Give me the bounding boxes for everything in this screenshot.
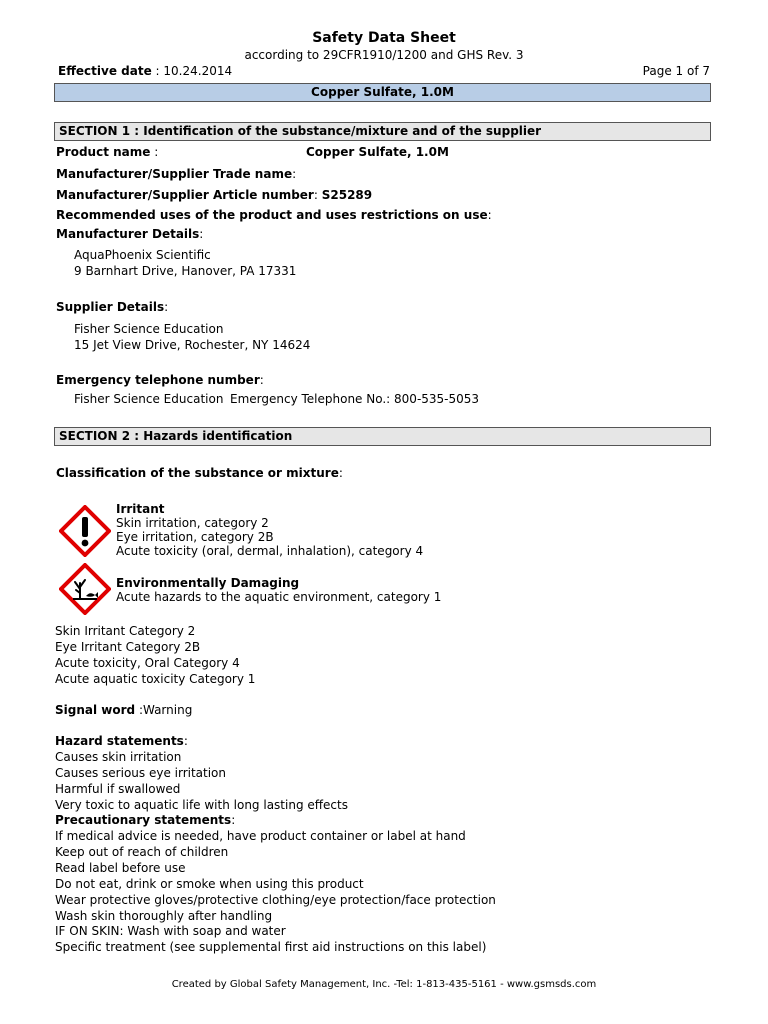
precautionary-statement: If medical advice is needed, have product container or label at hand	[55, 829, 466, 843]
precautionary-statements-label: Precautionary statements	[55, 813, 232, 827]
article-number-value: S25289	[321, 188, 373, 202]
hazard-line: Eye irritation, category 2B	[116, 530, 274, 544]
hazard-statements-row	[55, 734, 188, 748]
hazard-statement: Causes serious eye irritation	[55, 766, 227, 780]
precautionary-statements-colon: :	[231, 813, 236, 827]
page-footer: Created by Global Safety Management, Inc. -Tel: 1-813-435-5161 - www.gsmsds.com	[171, 979, 597, 990]
section1-heading: SECTION 1 : Identification of the substance/mixture and of the supplier	[54, 122, 711, 141]
effective-date	[58, 64, 232, 78]
supplier-line: Fisher Science Education	[74, 322, 224, 336]
trade-name-colon: :	[292, 167, 297, 181]
precautionary-statement: Specific treatment (see supplemental first aid instructions on this label)	[55, 940, 487, 954]
supplier-details-label: Supplier Details	[56, 300, 165, 314]
trade-name-label: Manufacturer/Supplier Trade name	[56, 167, 293, 181]
article-number-label: Manufacturer/Supplier Article number	[56, 188, 314, 202]
manufacturer-line: 9 Barnhart Drive, Hanover, PA 17331	[74, 264, 297, 278]
recommended-uses-colon: :	[487, 208, 492, 222]
emergency-label: Emergency telephone number	[56, 373, 260, 387]
supplier-line: 15 Jet View Drive, Rochester, NY 14624	[74, 338, 311, 352]
section2-heading: SECTION 2 : Hazards identification	[54, 427, 711, 446]
product-name-label: Product name	[56, 145, 151, 159]
precautionary-statement: Wear protective gloves/protective clothing/eye protection/face protection	[55, 893, 496, 907]
hazard-line: Acute hazards to the aquatic environment, category 1	[116, 590, 442, 604]
effective-date-value: : 10.24.2014	[151, 64, 233, 78]
hazard-line: Skin irritation, category 2	[116, 516, 269, 530]
signal-word-value: :Warning	[135, 703, 193, 717]
exclamation-mark-icon	[59, 505, 111, 557]
hazard-statement: Harmful if swallowed	[55, 782, 181, 796]
precautionary-statement: Read label before use	[55, 861, 186, 875]
hazard-statements-colon: :	[183, 734, 188, 748]
signal-word-row	[55, 703, 192, 717]
precautionary-statement: IF ON SKIN: Wash with soap and water	[55, 924, 286, 938]
supplier-details-row	[56, 300, 168, 314]
emergency-colon: :	[259, 373, 264, 387]
article-number-row	[56, 188, 372, 202]
hazard-title: Environmentally Damaging	[116, 576, 300, 590]
category-item: Skin Irritant Category 2	[55, 624, 196, 638]
classification-label: Classification of the substance or mixture	[56, 466, 339, 480]
recommended-uses-row	[56, 208, 492, 222]
precautionary-statement: Do not eat, drink or smoke when using this product	[55, 877, 364, 891]
article-number-colon: :	[313, 188, 318, 202]
recommended-uses-label: Recommended uses of the product and uses restrictions on use	[56, 208, 488, 222]
precautionary-statement: Keep out of reach of children	[55, 845, 229, 859]
category-item: Eye Irritant Category 2B	[55, 640, 201, 654]
effective-date-label: Effective date	[58, 64, 152, 78]
hazard-statements-label: Hazard statements	[55, 734, 184, 748]
hazard-title: Irritant	[116, 502, 165, 516]
document-subtitle: according to 29CFR1910/1200 and GHS Rev. 3	[244, 48, 524, 62]
supplier-details-colon: :	[164, 300, 169, 314]
page-number: Page 1 of 7	[642, 64, 710, 78]
precautionary-statement: Wash skin thoroughly after handling	[55, 909, 273, 923]
trade-name-row	[56, 167, 296, 181]
manufacturer-details-colon: :	[199, 227, 204, 241]
precautionary-statements-row	[55, 813, 235, 827]
manufacturer-details-row	[56, 227, 203, 241]
category-item: Acute aquatic toxicity Category 1	[55, 672, 256, 686]
category-item: Acute toxicity, Oral Category 4	[55, 656, 240, 670]
hazard-line: Acute toxicity (oral, dermal, inhalation), category 4	[116, 544, 424, 558]
environment-icon	[59, 563, 111, 615]
product-bar: Copper Sulfate, 1.0M	[54, 83, 711, 102]
product-name-row	[56, 145, 158, 159]
emergency-phone: Emergency Telephone No.: 800-535-5053	[230, 392, 480, 406]
manufacturer-line: AquaPhoenix Scientific	[74, 248, 211, 262]
classification-colon: :	[338, 466, 343, 480]
hazard-statement: Causes skin irritation	[55, 750, 182, 764]
signal-word-label: Signal word	[55, 703, 136, 717]
document-title: Safety Data Sheet	[312, 30, 456, 46]
emergency-row	[56, 373, 264, 387]
product-name-value: Copper Sulfate, 1.0M	[306, 145, 449, 159]
manufacturer-details-label: Manufacturer Details	[56, 227, 200, 241]
emergency-company: Fisher Science Education	[74, 392, 224, 406]
hazard-statement: Very toxic to aquatic life with long lasting effects	[55, 798, 348, 812]
classification-row	[56, 466, 343, 480]
product-name-sep: :	[150, 145, 159, 159]
